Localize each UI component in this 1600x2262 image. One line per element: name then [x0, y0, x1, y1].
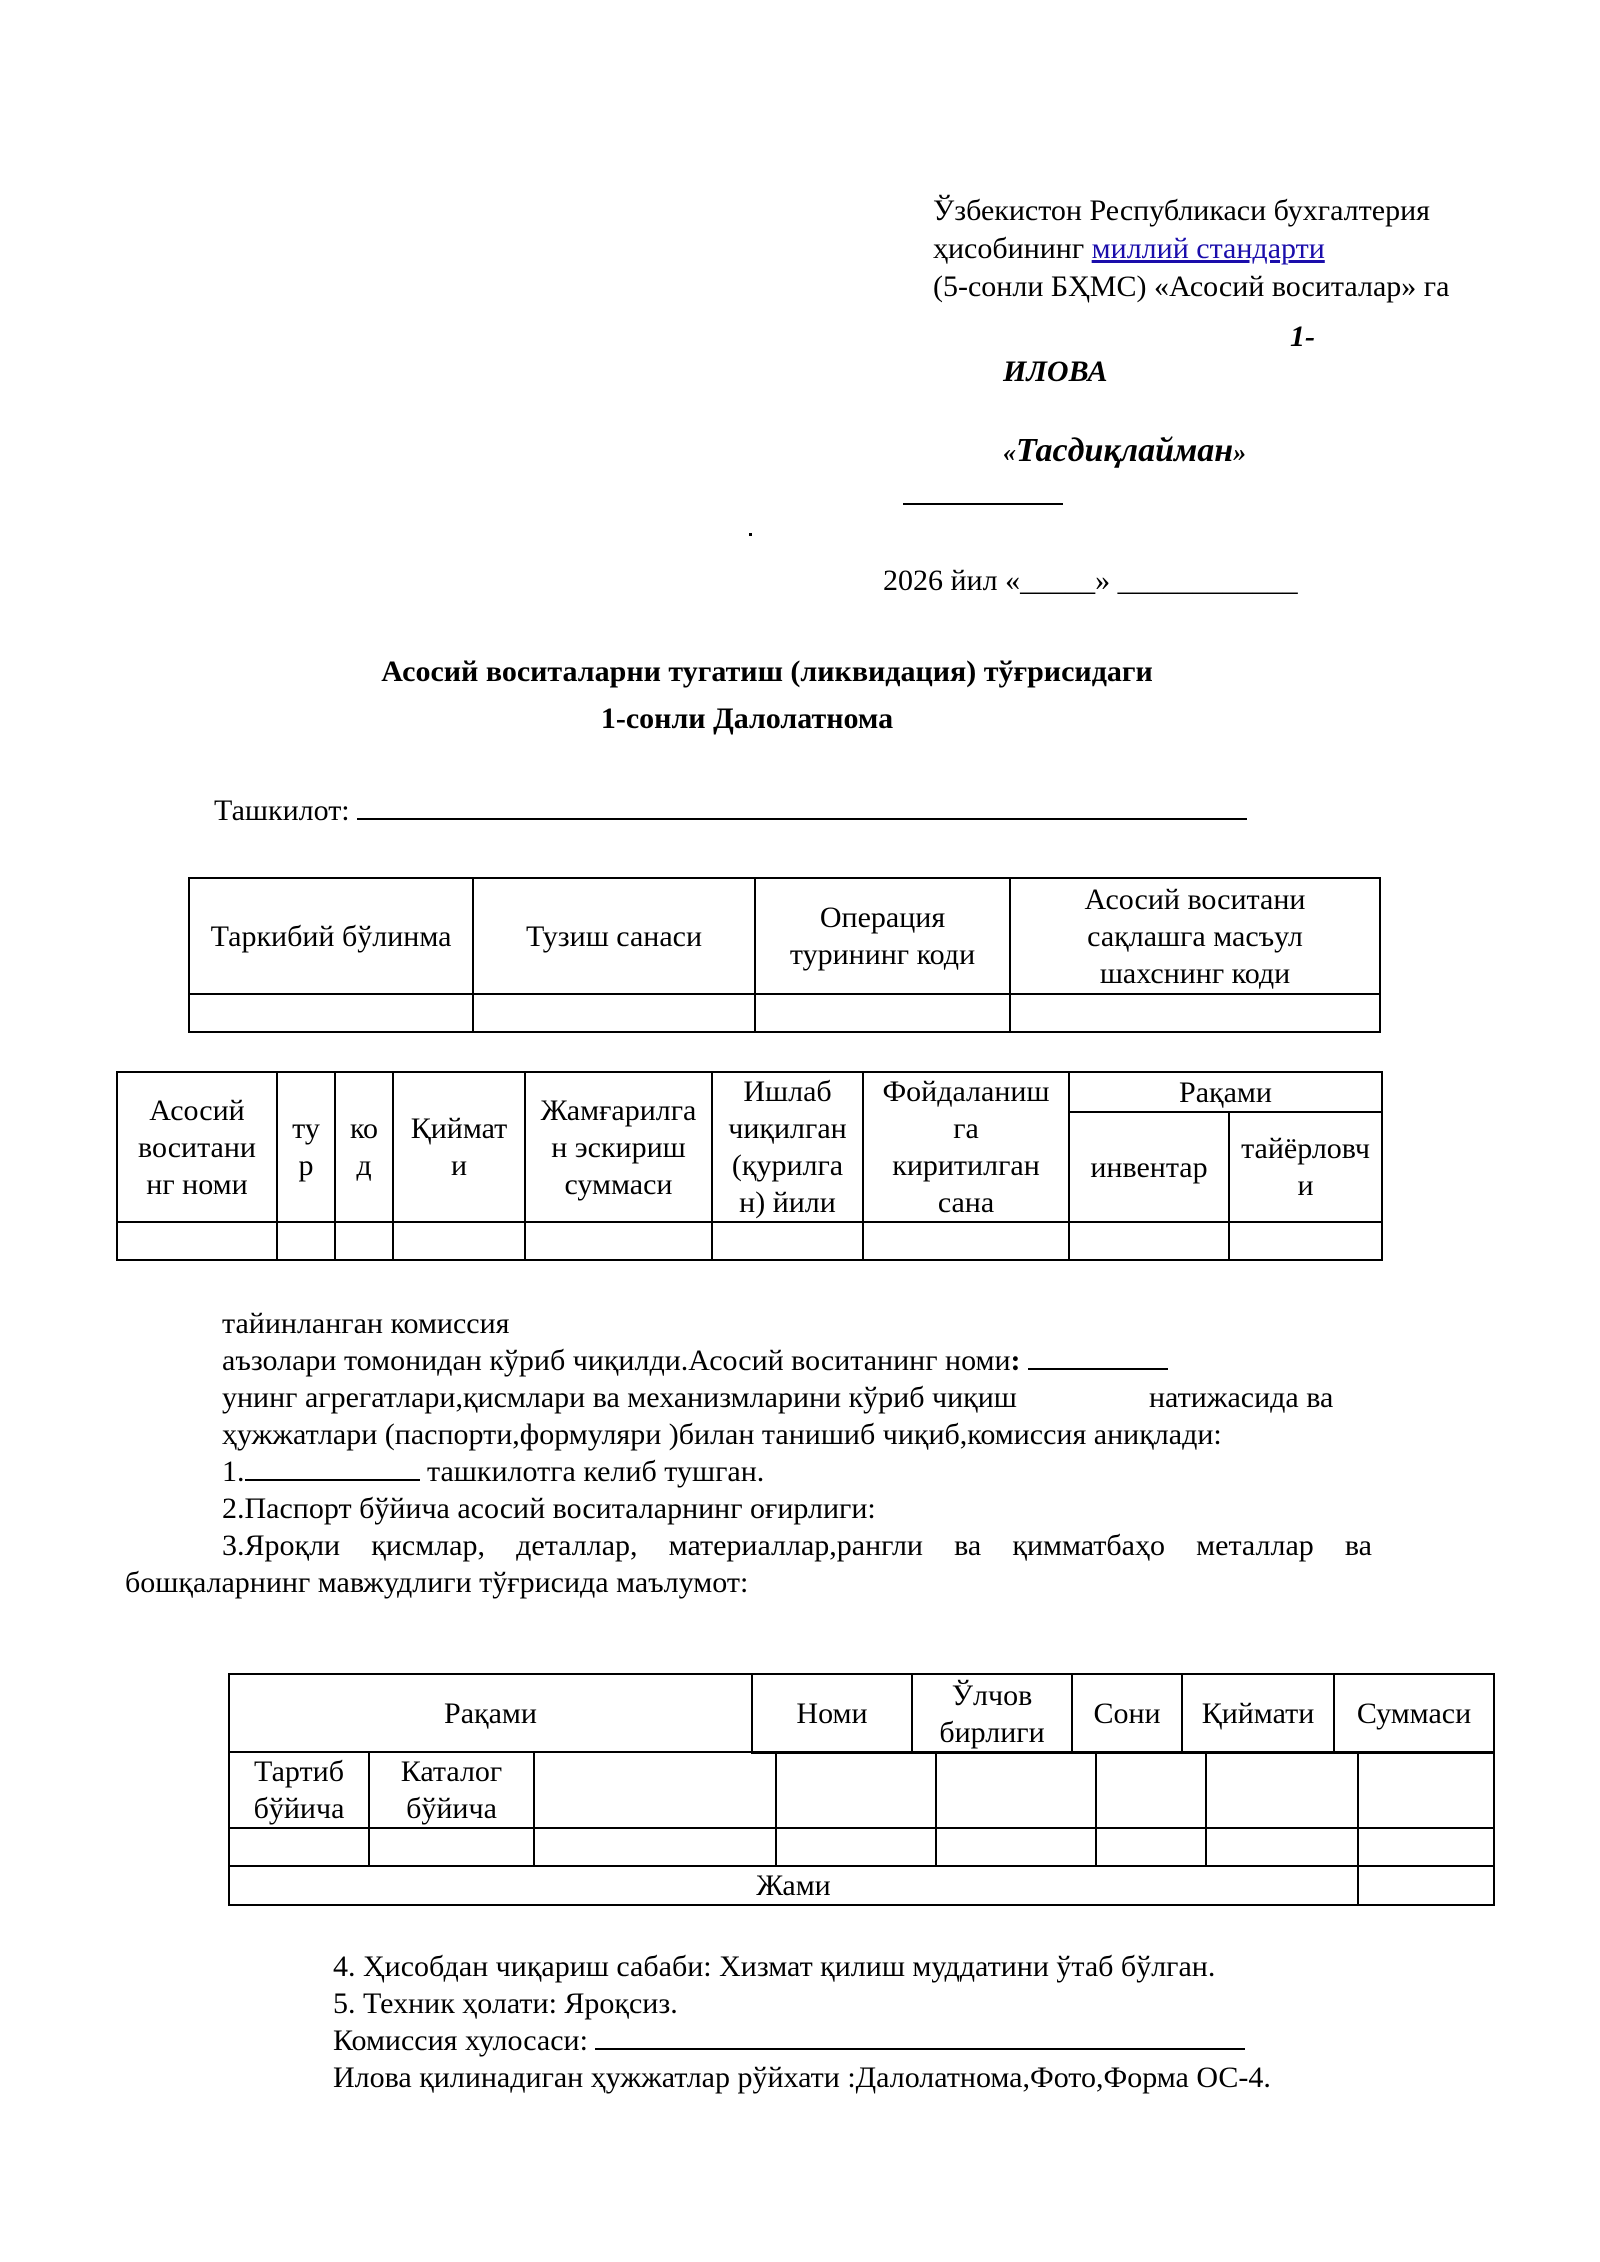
- header-line-3: (5-сонли БҲМС) «Асосий воситалар» га: [933, 270, 1450, 303]
- cell-item-value-2[interactable]: [1206, 1828, 1358, 1866]
- received-input-line[interactable]: [245, 1479, 420, 1481]
- cell-commissioning-date[interactable]: [863, 1222, 1069, 1260]
- cell-catalog-number[interactable]: [369, 1828, 534, 1866]
- approve-date-line: 2026 йил «_____» ____________: [883, 564, 1298, 597]
- body-line-2: аъзолари томонидан кўриб чиқилди.Асосий воситанинг номи:: [222, 1342, 1168, 1379]
- appendix-word: ИЛОВА: [1003, 355, 1108, 388]
- col-structural-unit: Таркибий бўлинма: [189, 878, 473, 994]
- document-title-line-1: Асосий воситаларни тугатиш (ликвидация) тўғрисидаги: [381, 655, 1153, 688]
- organization-label: Ташкилот:: [214, 794, 358, 827]
- organization-row: [214, 792, 1247, 829]
- cell-structural-unit[interactable]: [189, 994, 473, 1032]
- col-type: ту р: [277, 1072, 335, 1222]
- cell-creation-date[interactable]: [473, 994, 755, 1032]
- cell-order-number[interactable]: [229, 1828, 369, 1866]
- col-name: Номи: [752, 1674, 912, 1753]
- cell-manufacturer-number[interactable]: [1229, 1222, 1382, 1260]
- materials-table: [228, 1673, 1495, 1754]
- body-line-5: 1. ташкилотга келиб тушган.: [222, 1455, 765, 1488]
- body-line-7: 3.Яроқли қисмлар, деталлар, материаллар,рангли ва қимматбаҳо металлар ва: [222, 1529, 1372, 1562]
- cell-responsible-person-code[interactable]: [1010, 994, 1380, 1032]
- cell-quantity[interactable]: [1096, 1752, 1206, 1828]
- header-line-1: Ўзбекистон Республикаси бухгалтерия: [933, 194, 1430, 227]
- col-sum: Суммаси: [1334, 1674, 1494, 1753]
- asset-name-input-line[interactable]: [1028, 1368, 1168, 1370]
- col-creation-date: Тузиш санаси: [473, 878, 755, 994]
- cell-unit[interactable]: [936, 1752, 1096, 1828]
- footer-line-2: 5. Техник ҳолати: Яроқсиз.: [333, 1987, 678, 2020]
- col-item-value: Қиймати: [1182, 1674, 1334, 1753]
- body-line-4: ҳужжатлари (паспорти,формуляри )билан танишиб чиқиб,комиссия аниқлади:: [222, 1418, 1222, 1451]
- cell-code[interactable]: [335, 1222, 393, 1260]
- col-inventory-number: инвентар: [1069, 1112, 1229, 1222]
- document-title-line-2: 1-сонли Далолатнома: [600, 702, 894, 735]
- col-code: ко д: [335, 1072, 393, 1222]
- col-catalog-number: Каталог бўйича: [369, 1752, 534, 1828]
- col-number-group-3: Рақами: [229, 1674, 752, 1752]
- header-line-2-prefix: ҳисобининг: [933, 232, 1092, 265]
- col-commissioning-date: Фойдаланиш га киритилган сана: [863, 1072, 1069, 1222]
- cell-production-year[interactable]: [712, 1222, 863, 1260]
- materials-table-body: [228, 1751, 1495, 1906]
- info-table: [188, 877, 1381, 1033]
- footer-line-1: 4. Ҳисобдан чиқариш сабаби: Хизмат қилиш муддатини ўтаб бўлган.: [333, 1950, 1216, 1983]
- col-unit: Ўлчов бирлиги: [912, 1674, 1072, 1753]
- commission-conclusion-line[interactable]: [595, 2048, 1245, 2050]
- body-line-3a: унинг агрегатлари,қисмлари ва механизмларини кўриб чиқиш: [222, 1381, 1017, 1414]
- cell-unit-2[interactable]: [936, 1828, 1096, 1866]
- col-responsible-person-code: Асосий воситани сақлашга масъул шахснинг коди: [1010, 878, 1380, 994]
- col-value: Қиймат и: [393, 1072, 525, 1222]
- footer-line-3: Комиссия хулосаси:: [333, 2022, 1245, 2059]
- cell-inventory-number[interactable]: [1069, 1222, 1229, 1260]
- cell-sum-2[interactable]: [1358, 1828, 1494, 1866]
- cell-type[interactable]: [277, 1222, 335, 1260]
- cell-depreciation[interactable]: [525, 1222, 712, 1260]
- cell-total[interactable]: [1358, 1866, 1494, 1905]
- cell-operation-type-code[interactable]: [755, 994, 1010, 1032]
- col-number-group: Рақами: [1069, 1072, 1382, 1112]
- approve-heading: «Тасдиқлайман»: [1003, 432, 1247, 469]
- cell-name[interactable]: [776, 1752, 936, 1828]
- asset-table: [116, 1071, 1383, 1261]
- cell-blank-b[interactable]: [534, 1828, 776, 1866]
- footer-line-4: Илова қилинадиган ҳужжатлар рўйхати :Далолатнома,Фото,Форма ОС-4.: [333, 2061, 1271, 2094]
- col-production-year: Ишлаб чиқилган (қурилга н) йили: [712, 1072, 863, 1222]
- appendix-number: 1-: [1290, 320, 1315, 353]
- col-operation-type-code: Операция турининг коди: [755, 878, 1010, 994]
- total-label: Жами: [229, 1866, 1358, 1905]
- cell-quantity-2[interactable]: [1096, 1828, 1206, 1866]
- cell-value[interactable]: [393, 1222, 525, 1260]
- body-line-8: бошқаларнинг мавжудлиги тўғрисида маълумот:: [125, 1566, 749, 1599]
- stray-dot: [749, 533, 752, 536]
- body-line-1: тайинланган комиссия: [222, 1307, 510, 1340]
- col-manufacturer-number: тайёрловч и: [1229, 1112, 1382, 1222]
- header-line-2: [933, 230, 1325, 267]
- col-asset-name: Асосий воситани нг номи: [117, 1072, 277, 1222]
- col-order-number: Тартиб бўйича: [229, 1752, 369, 1828]
- cell-asset-name[interactable]: [117, 1222, 277, 1260]
- cell-item-value[interactable]: [1206, 1752, 1358, 1828]
- cell-blank-a[interactable]: [534, 1752, 776, 1828]
- cell-name-2[interactable]: [776, 1828, 936, 1866]
- organization-input-line[interactable]: [357, 818, 1247, 820]
- col-quantity: Сони: [1072, 1674, 1182, 1753]
- national-standard-link[interactable]: миллий стандарти: [1091, 232, 1325, 265]
- col-accumulated-depreciation: Жамғарилга н эскириш суммаси: [525, 1072, 712, 1222]
- body-line-6: 2.Паспорт бўйича асосий воситаларнинг оғирлиги:: [222, 1492, 876, 1525]
- cell-sum[interactable]: [1358, 1752, 1494, 1828]
- approver-signature-line: [903, 503, 1063, 505]
- body-line-3b: натижасида ва: [1149, 1381, 1334, 1414]
